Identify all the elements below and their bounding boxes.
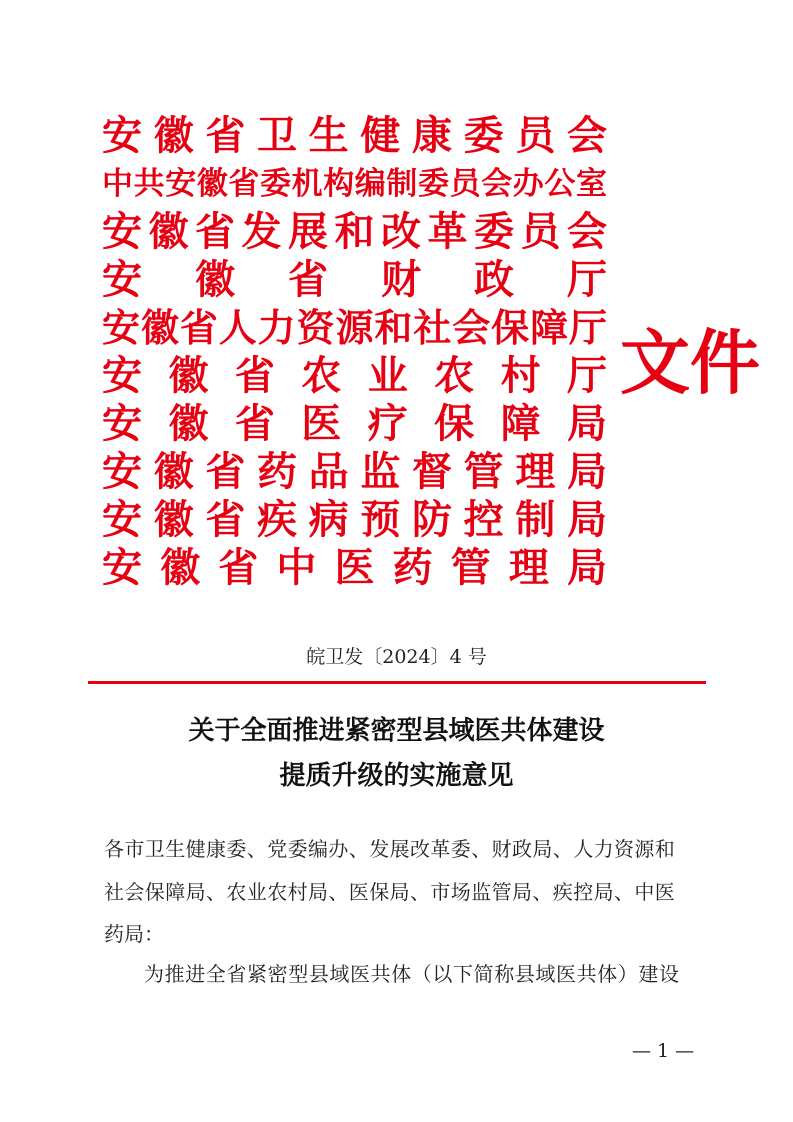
document-title-line-1: 关于全面推进紧密型县域医共体建设 [188, 716, 605, 746]
issuer-name: 安徽省疾病预防控制局 [102, 496, 607, 543]
body-paragraph-start: 为推进全省紧密型县域医共体（以下简称县域医共体）建设 [144, 962, 680, 986]
issuer-name: 安徽省农业农村厅 [102, 352, 607, 399]
issuer-name: 安徽省药品监督管理局 [102, 448, 607, 495]
issuer-name: 中共安徽省委机构编制委员会办公室 [102, 166, 607, 202]
recipients-line-3: 药局： [104, 922, 164, 946]
document-title-line-2: 提质升级的实施意见 [279, 761, 514, 791]
document-type-label: 文件 [620, 321, 760, 404]
recipients-line-1: 各市卫生健康委、党委编办、发展改革委、财政局、人力资源和 [104, 837, 676, 861]
red-header-divider [88, 681, 706, 684]
issuer-name: 安徽省中医药管理局 [102, 544, 607, 591]
page-number: — 1 — [632, 1040, 695, 1062]
issuer-name: 安徽省人力资源和社会保障厅 [102, 305, 607, 350]
issuer-name: 安徽省发展和改革委员会 [102, 208, 607, 255]
issuer-name: 安徽省财政厅 [102, 256, 607, 303]
issuer-list [102, 112, 607, 592]
recipients-line-2: 社会保障局、农业农村局、医保局、市场监管局、疾控局、中医 [104, 880, 676, 904]
issuer-name: 安徽省医疗保障局 [102, 400, 607, 447]
document-number: 皖卫发〔2024〕4 号 [306, 646, 487, 668]
issuer-name: 安徽省卫生健康委员会 [102, 112, 607, 159]
